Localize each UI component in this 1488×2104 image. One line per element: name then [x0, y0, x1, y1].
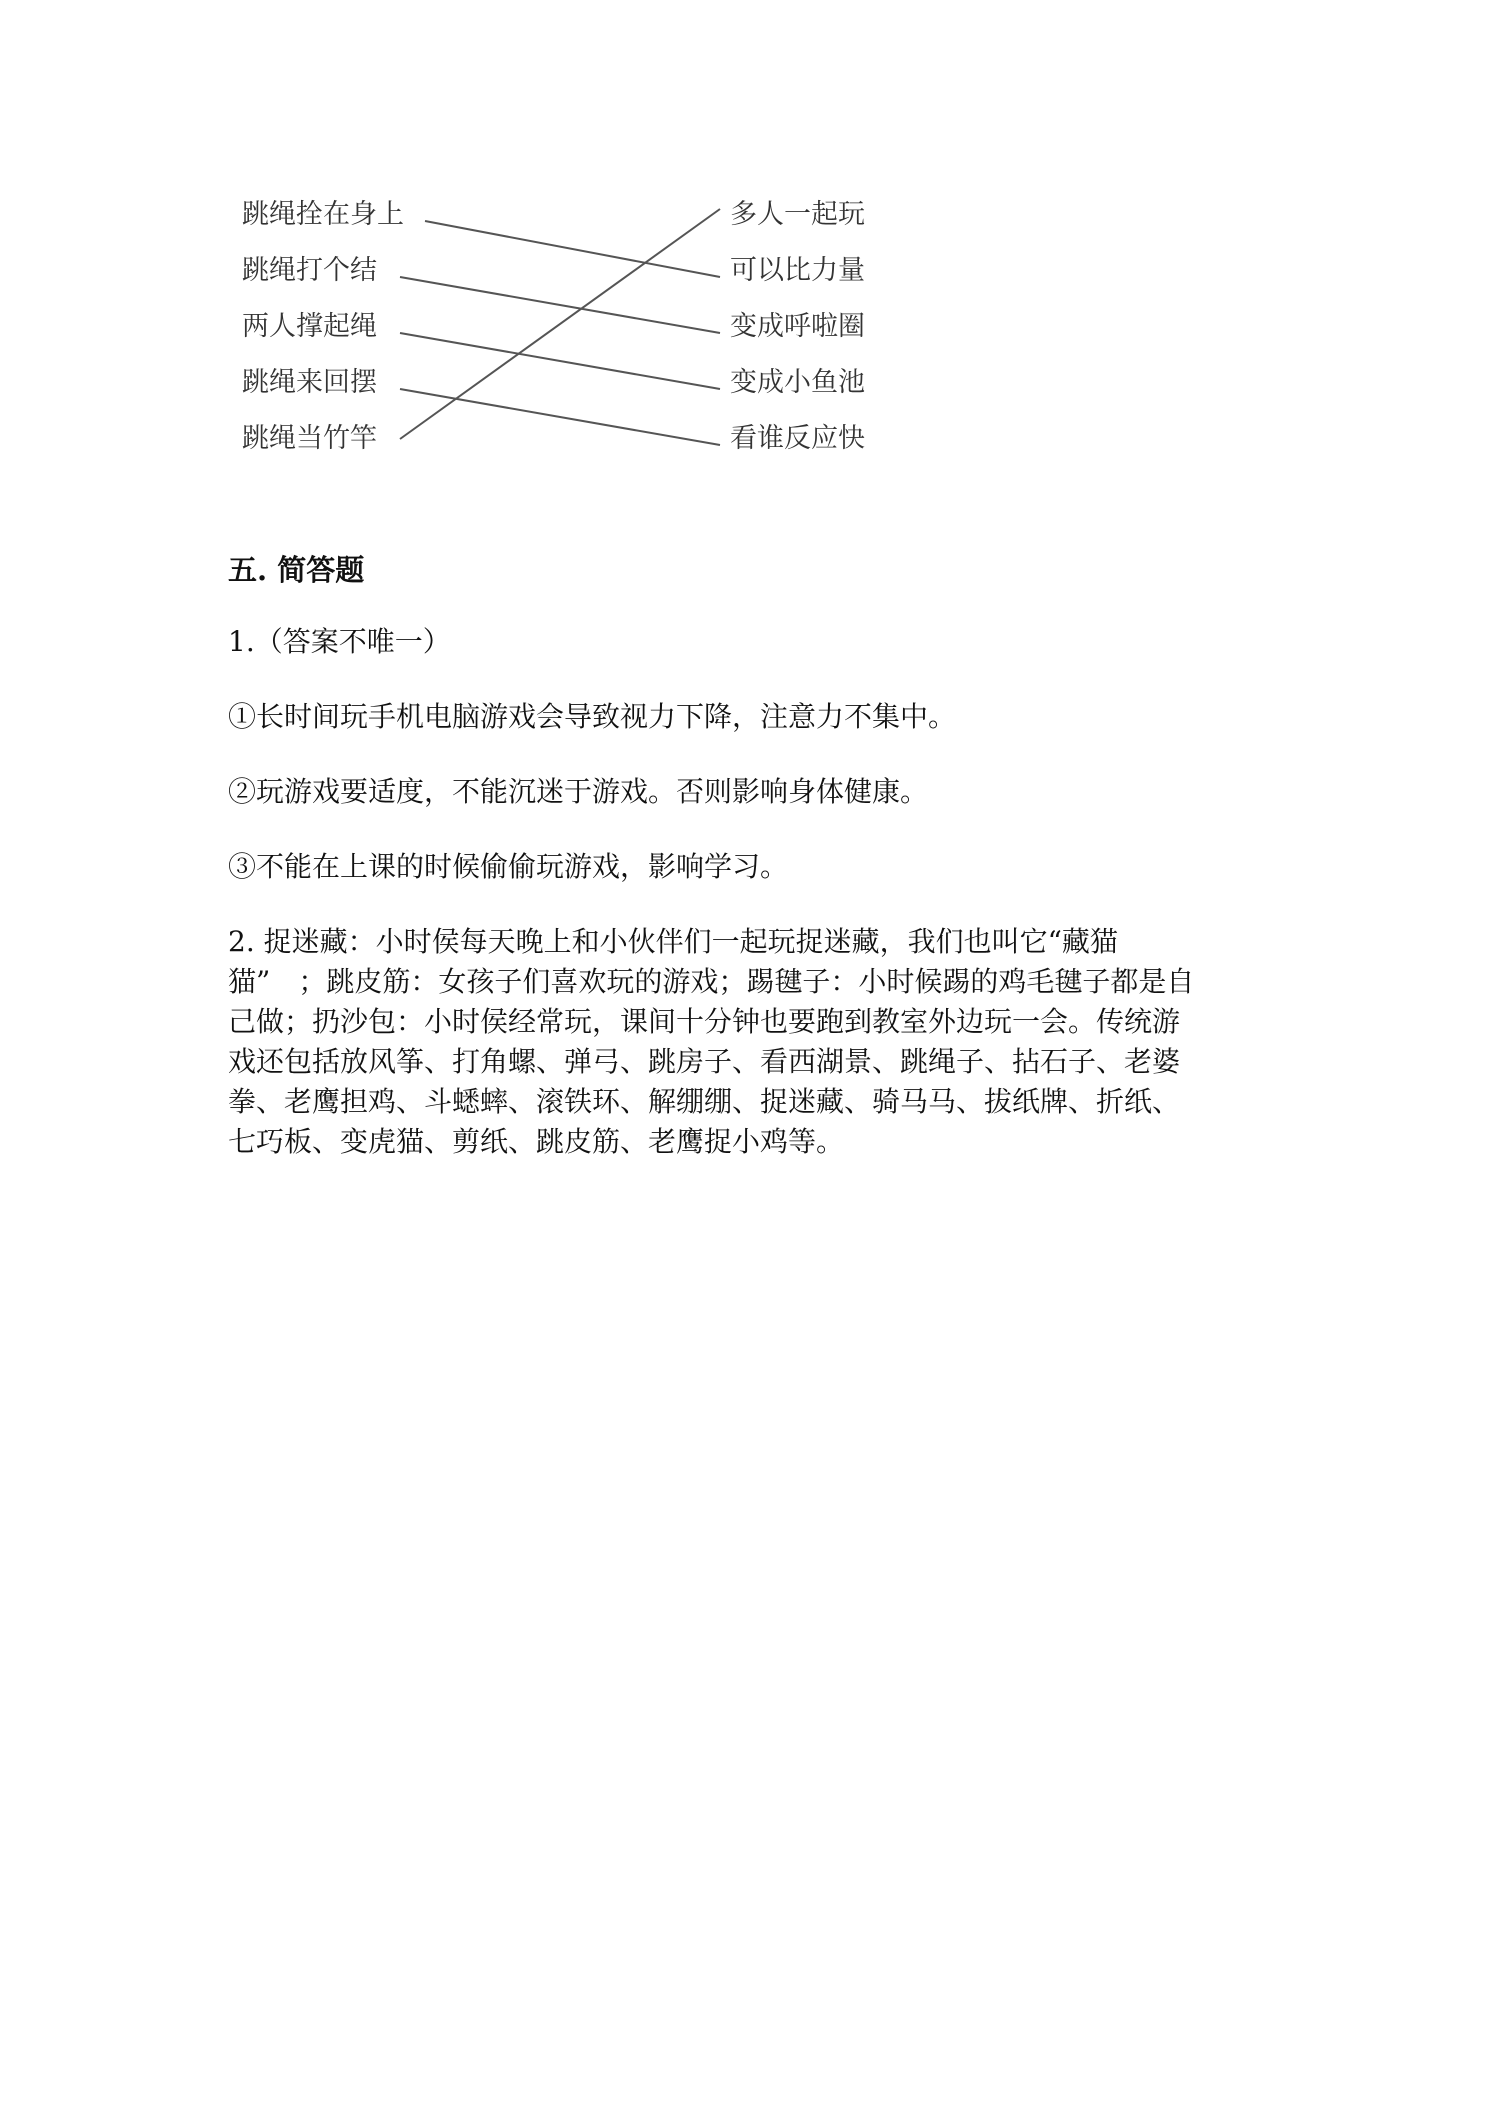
q1-point-2: ②玩游戏要适度，不能沉迷于游戏。否则影响身体健康。 — [228, 775, 929, 808]
q2-line-6: 七巧板、变虎猫、剪纸、跳皮筋、老鹰捉小鸡等。 — [228, 1125, 845, 1158]
matching-left-item: 两人撑起绳 — [242, 311, 377, 342]
matching-connector-line — [425, 221, 720, 277]
q2-line-1: 2. 捉迷藏：小时侯每天晚上和小伙伴们一起玩捉迷藏，我们也叫它“藏猫 — [228, 925, 1118, 958]
q1-point-3: ③不能在上课的时候偷偷玩游戏，影响学习。 — [228, 850, 789, 883]
section-title: 五. 简答题 — [228, 553, 365, 587]
matching-left-item: 跳绳当竹竿 — [242, 423, 377, 454]
matching-right-item: 变成呼啦圈 — [730, 311, 865, 342]
matching-right-item: 看谁反应快 — [730, 423, 865, 454]
q2-line-2: 猫” ；跳皮筋：女孩子们喜欢玩的游戏；踢毽子：小时候踢的鸡毛毽子都是自 — [228, 965, 1195, 998]
matching-left-item: 跳绳来回摆 — [242, 367, 377, 398]
matching-right-item: 多人一起玩 — [730, 199, 865, 230]
matching-connector-line — [400, 333, 720, 389]
matching-left-item: 跳绳打个结 — [242, 255, 377, 286]
matching-left-item: 跳绳拴在身上 — [242, 199, 404, 230]
q2-line-4: 戏还包括放风筝、打角螺、弹弓、跳房子、看西湖景、跳绳子、拈石子、老婆 — [228, 1045, 1181, 1078]
q1-heading: 1.（答案不唯一） — [228, 625, 451, 658]
q2-line-3: 己做；扔沙包：小时侯经常玩，课间十分钟也要跑到教室外边玩一会。传统游 — [228, 1005, 1181, 1038]
matching-exercise — [230, 180, 890, 480]
matching-right-item: 可以比力量 — [730, 255, 865, 286]
q2-line-5: 拳、老鹰担鸡、斗蟋蟀、滚铁环、解绷绷、捉迷藏、骑马马、拔纸牌、折纸、 — [228, 1085, 1181, 1118]
matching-connector-line — [400, 389, 720, 445]
matching-right-item: 变成小鱼池 — [730, 367, 865, 398]
q1-point-1: ①长时间玩手机电脑游戏会导致视力下降，注意力不集中。 — [228, 700, 957, 733]
